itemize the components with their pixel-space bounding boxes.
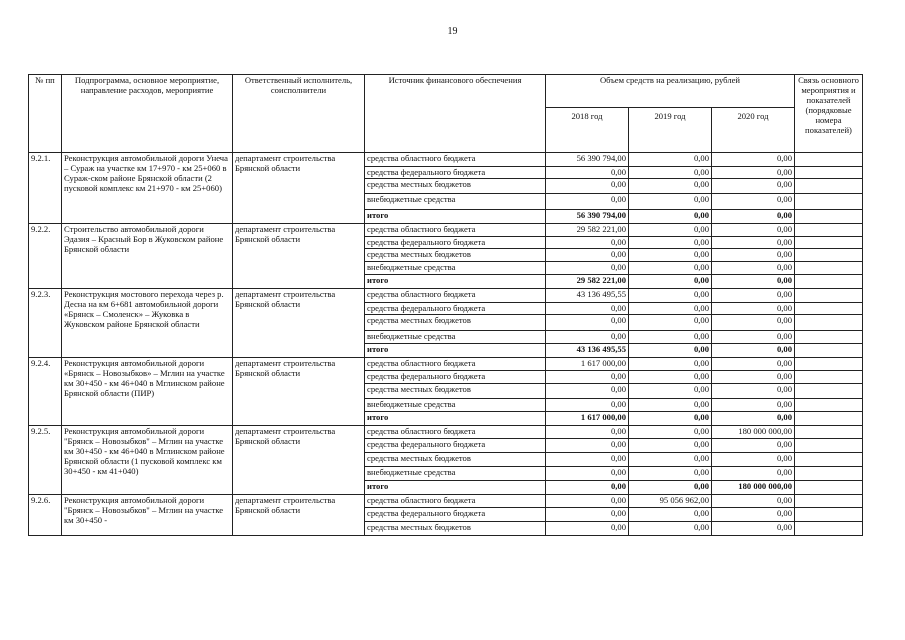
- amount-2019: 0,00: [629, 167, 712, 179]
- funding-source: внебюджетные средства: [365, 262, 546, 275]
- activity-name: Реконструкция автомобильной дороги "Брянск – Новозыбков" – Мглин на участке км 30+450 - км 46+040 в Мглинском районе Брянской области (1 пусковой комплекс км 30+450 - км 41+040): [62, 426, 233, 495]
- amount-2020: 180 000 000,00: [712, 426, 795, 439]
- header-executor: Ответственный исполнитель, соисполнители: [233, 75, 365, 153]
- indicator-link: [795, 453, 863, 467]
- amount-2018: 0,00: [546, 495, 629, 508]
- amount-2020: 180 000 000,00: [712, 481, 795, 495]
- amount-2020: 0,00: [712, 508, 795, 522]
- amount-2018: 0,00: [546, 315, 629, 331]
- funding-source: средства областного бюджета: [365, 289, 546, 303]
- row-number: 9.2.2.: [29, 224, 62, 289]
- indicator-link: [795, 303, 863, 315]
- executor: департамент строительства Брянской области: [233, 358, 365, 426]
- amount-2018: 29 582 221,00: [546, 224, 629, 237]
- amount-2019: 0,00: [629, 453, 712, 467]
- row-number: 9.2.5.: [29, 426, 62, 495]
- amount-2018: 0,00: [546, 331, 629, 344]
- amount-2019: 0,00: [629, 426, 712, 439]
- amount-2018: 0,00: [546, 194, 629, 210]
- amount-2018: 56 390 794,00: [546, 210, 629, 224]
- indicator-link: [795, 224, 863, 237]
- indicator-link: [795, 249, 863, 262]
- amount-2019: 0,00: [629, 508, 712, 522]
- indicator-link: [795, 481, 863, 495]
- amount-2019: 0,00: [629, 210, 712, 224]
- executor: департамент строительства Брянской области: [233, 224, 365, 289]
- amount-2020: 0,00: [712, 467, 795, 481]
- indicator-link: [795, 439, 863, 453]
- funding-source: средства областного бюджета: [365, 358, 546, 371]
- amount-2019: 0,00: [629, 179, 712, 194]
- amount-2019: 0,00: [629, 289, 712, 303]
- funding-source: средства местных бюджетов: [365, 179, 546, 194]
- amount-2018: 1 617 000,00: [546, 412, 629, 426]
- table-row: [29, 426, 863, 439]
- funding-source: средства областного бюджета: [365, 153, 546, 167]
- activity-name: Реконструкция автомобильной дороги «Брянск – Новозыбков» – Мглин на участке км 30+450 - км 46+040 в Мглинском районе Брянской области (ПИР): [62, 358, 233, 426]
- table-body: [29, 153, 863, 536]
- executor: департамент строительства Брянской области: [233, 153, 365, 224]
- funding-source: внебюджетные средства: [365, 194, 546, 210]
- row-number: 9.2.6.: [29, 495, 62, 536]
- amount-2019: 0,00: [629, 399, 712, 412]
- amount-2020: 0,00: [712, 210, 795, 224]
- amount-2020: 0,00: [712, 179, 795, 194]
- amount-2019: 0,00: [629, 262, 712, 275]
- indicator-link: [795, 384, 863, 399]
- amount-2019: 0,00: [629, 237, 712, 249]
- amount-2020: 0,00: [712, 522, 795, 536]
- amount-2020: 0,00: [712, 453, 795, 467]
- activity-name: Строительство автомобильной дороги Эдазия – Красный Бор в Жуковском районе Брянской области: [62, 224, 233, 289]
- amount-2018: 43 136 495,55: [546, 289, 629, 303]
- row-number: 9.2.3.: [29, 289, 62, 358]
- header-year-2020: 2020 год: [712, 108, 795, 153]
- indicator-link: [795, 289, 863, 303]
- page-number: 19: [447, 26, 458, 37]
- amount-2018: 0,00: [546, 399, 629, 412]
- amount-2020: 0,00: [712, 439, 795, 453]
- amount-2020: 0,00: [712, 399, 795, 412]
- indicator-link: [795, 412, 863, 426]
- funding-source: средства федерального бюджета: [365, 439, 546, 453]
- indicator-link: [795, 358, 863, 371]
- indicator-link: [795, 508, 863, 522]
- funding-source: средства местных бюджетов: [365, 453, 546, 467]
- amount-2020: 0,00: [712, 224, 795, 237]
- funding-source: внебюджетные средства: [365, 467, 546, 481]
- amount-2018: 0,00: [546, 453, 629, 467]
- amount-2019: 0,00: [629, 303, 712, 315]
- amount-2020: 0,00: [712, 262, 795, 275]
- executor: департамент строительства Брянской области: [233, 426, 365, 495]
- amount-2020: 0,00: [712, 384, 795, 399]
- amount-2018: 0,00: [546, 439, 629, 453]
- indicator-link: [795, 522, 863, 536]
- indicator-link: [795, 426, 863, 439]
- indicator-link: [795, 399, 863, 412]
- funding-source: итого: [365, 481, 546, 495]
- funding-source: средства федерального бюджета: [365, 371, 546, 384]
- amount-2018: 0,00: [546, 426, 629, 439]
- amount-2018: 0,00: [546, 237, 629, 249]
- table-header: [29, 75, 863, 153]
- activity-name: Реконструкция автомобильной дороги "Брянск – Новозыбков" – Мглин на участке км 30+450 -: [62, 495, 233, 536]
- header-year-2018: 2018 год: [546, 108, 629, 153]
- indicator-link: [795, 237, 863, 249]
- amount-2018: 0,00: [546, 508, 629, 522]
- amount-2020: 0,00: [712, 303, 795, 315]
- amount-2018: 0,00: [546, 467, 629, 481]
- amount-2018: 1 617 000,00: [546, 358, 629, 371]
- amount-2020: 0,00: [712, 331, 795, 344]
- amount-2019: 0,00: [629, 371, 712, 384]
- amount-2018: 0,00: [546, 249, 629, 262]
- table-row: [29, 289, 863, 303]
- funding-source: итого: [365, 210, 546, 224]
- amount-2020: 0,00: [712, 358, 795, 371]
- indicator-link: [795, 179, 863, 194]
- amount-2018: 0,00: [546, 167, 629, 179]
- amount-2018: 0,00: [546, 371, 629, 384]
- executor: департамент строительства Брянской области: [233, 289, 365, 358]
- header-program: Подпрограмма, основное мероприятие, направление расходов, мероприятие: [62, 75, 233, 153]
- amount-2018: 0,00: [546, 179, 629, 194]
- funding-source: внебюджетные средства: [365, 399, 546, 412]
- funding-source: средства местных бюджетов: [365, 384, 546, 399]
- indicator-link: [795, 344, 863, 358]
- funding-source: средства местных бюджетов: [365, 249, 546, 262]
- indicator-link: [795, 262, 863, 275]
- activity-name: Реконструкция автомобильной дороги Унеча – Сураж на участке км 17+970 - км 25+060 в Сураж-ском районе Брянской области (2 пусковой комплекс км 21+970 - км 25+060): [62, 153, 233, 224]
- amount-2020: 0,00: [712, 412, 795, 426]
- row-number: 9.2.1.: [29, 153, 62, 224]
- header-number: № пп: [29, 75, 62, 153]
- amount-2018: 0,00: [546, 522, 629, 536]
- amount-2019: 0,00: [629, 481, 712, 495]
- amount-2019: 0,00: [629, 249, 712, 262]
- table-row: [29, 153, 863, 167]
- funding-source: средства местных бюджетов: [365, 315, 546, 331]
- amount-2019: 0,00: [629, 153, 712, 167]
- amount-2018: 0,00: [546, 262, 629, 275]
- amount-2020: 0,00: [712, 344, 795, 358]
- amount-2019: 0,00: [629, 331, 712, 344]
- amount-2018: 43 136 495,55: [546, 344, 629, 358]
- amount-2020: 0,00: [712, 289, 795, 303]
- header-link: Связь основного мероприятия и показателей (порядковые номера показателей): [795, 75, 863, 153]
- indicator-link: [795, 275, 863, 289]
- amount-2020: 0,00: [712, 275, 795, 289]
- funding-source: средства местных бюджетов: [365, 522, 546, 536]
- funding-source: средства областного бюджета: [365, 426, 546, 439]
- amount-2019: 0,00: [629, 522, 712, 536]
- indicator-link: [795, 210, 863, 224]
- amount-2020: 0,00: [712, 495, 795, 508]
- amount-2020: 0,00: [712, 237, 795, 249]
- header-volume: Объем средств на реализацию, рублей: [546, 75, 795, 108]
- amount-2018: 0,00: [546, 481, 629, 495]
- amount-2020: 0,00: [712, 315, 795, 331]
- amount-2018: 0,00: [546, 303, 629, 315]
- amount-2019: 0,00: [629, 412, 712, 426]
- table-row: [29, 358, 863, 371]
- indicator-link: [795, 371, 863, 384]
- table-row: [29, 495, 863, 508]
- amount-2020: 0,00: [712, 194, 795, 210]
- funding-source: средства федерального бюджета: [365, 237, 546, 249]
- amount-2019: 0,00: [629, 439, 712, 453]
- executor: департамент строительства Брянской области: [233, 495, 365, 536]
- funding-source: итого: [365, 275, 546, 289]
- indicator-link: [795, 331, 863, 344]
- amount-2019: 0,00: [629, 467, 712, 481]
- amount-2018: 56 390 794,00: [546, 153, 629, 167]
- header-year-2019: 2019 год: [629, 108, 712, 153]
- amount-2019: 0,00: [629, 224, 712, 237]
- amount-2019: 0,00: [629, 384, 712, 399]
- amount-2018: 0,00: [546, 384, 629, 399]
- funding-source: итого: [365, 344, 546, 358]
- amount-2020: 0,00: [712, 249, 795, 262]
- indicator-link: [795, 194, 863, 210]
- amount-2019: 95 056 962,00: [629, 495, 712, 508]
- amount-2020: 0,00: [712, 167, 795, 179]
- header-source: Источник финансового обеспечения: [365, 75, 546, 153]
- amount-2018: 29 582 221,00: [546, 275, 629, 289]
- funding-source: средства областного бюджета: [365, 224, 546, 237]
- amount-2020: 0,00: [712, 371, 795, 384]
- indicator-link: [795, 495, 863, 508]
- funding-source: средства федерального бюджета: [365, 303, 546, 315]
- indicator-link: [795, 467, 863, 481]
- amount-2019: 0,00: [629, 358, 712, 371]
- activity-name: Реконструкция мостового перехода через р. Десна на км 6+681 автомобильной дороги «Брянск – Смоленск» – Жуковка в Жуковском районе Брянской области: [62, 289, 233, 358]
- amount-2020: 0,00: [712, 153, 795, 167]
- amount-2019: 0,00: [629, 344, 712, 358]
- indicator-link: [795, 153, 863, 167]
- funding-source: средства областного бюджета: [365, 495, 546, 508]
- budget-table: [28, 74, 863, 536]
- indicator-link: [795, 167, 863, 179]
- amount-2019: 0,00: [629, 315, 712, 331]
- funding-source: итого: [365, 412, 546, 426]
- funding-source: средства федерального бюджета: [365, 167, 546, 179]
- amount-2019: 0,00: [629, 194, 712, 210]
- funding-source: внебюджетные средства: [365, 331, 546, 344]
- funding-source: средства федерального бюджета: [365, 508, 546, 522]
- table-row: [29, 224, 863, 237]
- row-number: 9.2.4.: [29, 358, 62, 426]
- indicator-link: [795, 315, 863, 331]
- amount-2019: 0,00: [629, 275, 712, 289]
